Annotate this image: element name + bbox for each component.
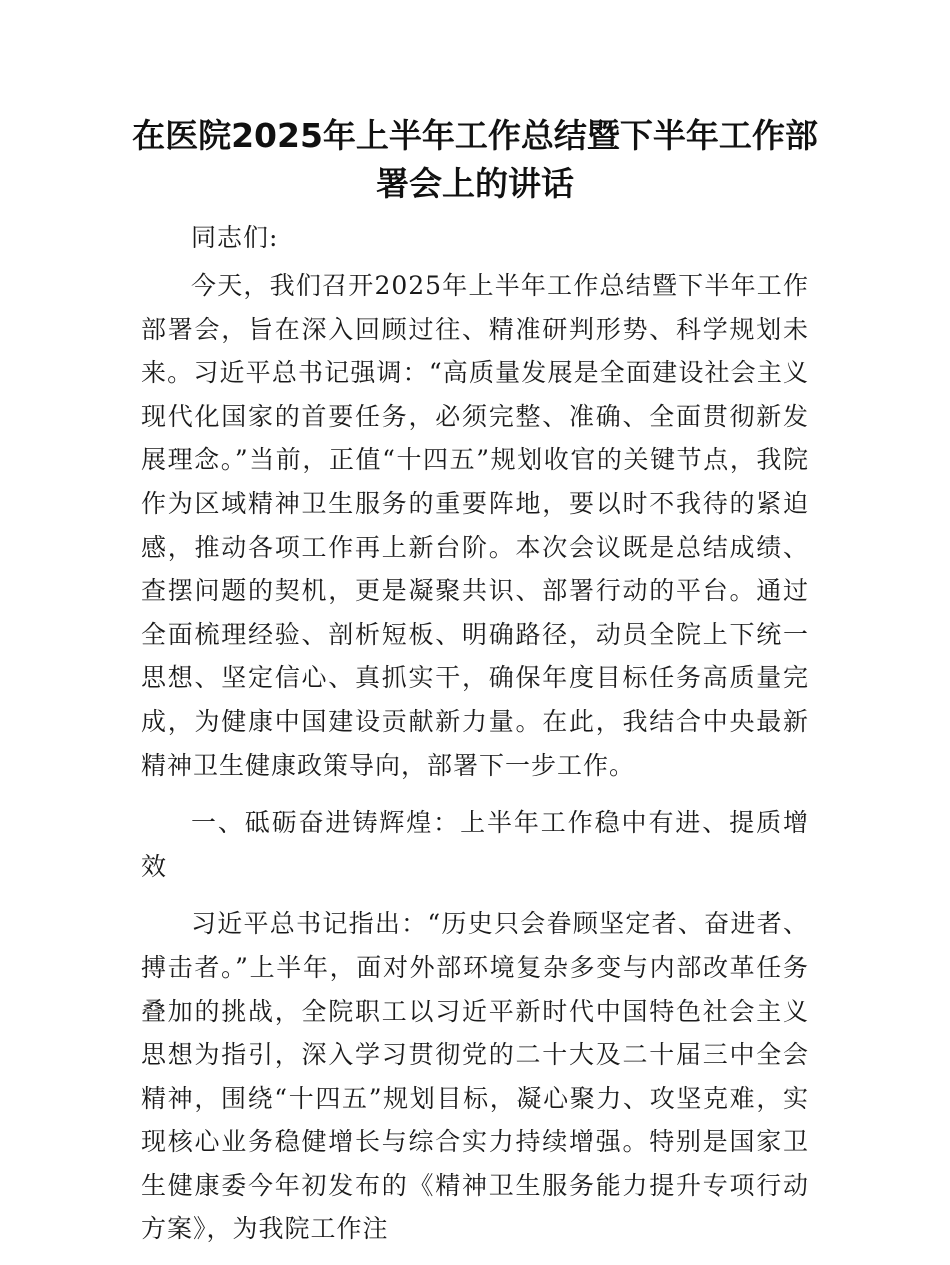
document-body bbox=[141, 264, 809, 1265]
salutation: 同志们: bbox=[191, 223, 279, 252]
paragraph-section-1: 习近平总书记指出：“历史只会眷顾坚定者、奋进者、搏击者。”上半年，面对外部环境复杂多变与内部改革任务叠加的挑战，全院职工以习近平新时代中国特色社会主义思想为指引，深入学习贯彻党的二十大及二十届三中全会精神，围绕“十四五”规划目标，凝心聚力、攻坚克难，实现核心业务稳健增长与综合实力持续增强。特别是国家卫生健康委今年初发布的《精神卫生服务能力提升专项行动方案》，为我院工作注 bbox=[141, 909, 809, 1244]
document-title: 在医院2025年上半年工作总结暨下半年工作部署会上的讲话 bbox=[132, 116, 818, 203]
paragraph-opening: 今天，我们召开2025年上半年工作总结暨下半年工作部署会，旨在深入回顾过往、精准研判形势、科学规划未来。习近平总书记强调：“高质量发展是全面建设社会主义现代化国家的首要任务，必须完整、准确、全面贯彻新发展理念。”当前，正值“十四五”规划收官的关键节点，我院作为区域精神卫生服务的重要阵地，要以时不我待的紧迫感，推动各项工作再上新台阶。本次会议既是总结成绩、查摆问题的契机，更是凝聚共识、部署行动的平台。通过全面梳理经验、剖析短板、明确路径，动员全院上下统一思想、坚定信心、真抓实干，确保年度目标任务高质量完成，为健康中国建设贡献新力量。在此，我结合中央最新精神卫生健康政策导向，部署下一步工作。 bbox=[141, 271, 809, 780]
section-heading: 一、砥砺奋进铸辉煌：上半年工作稳中有进、提质增效 bbox=[141, 808, 809, 881]
